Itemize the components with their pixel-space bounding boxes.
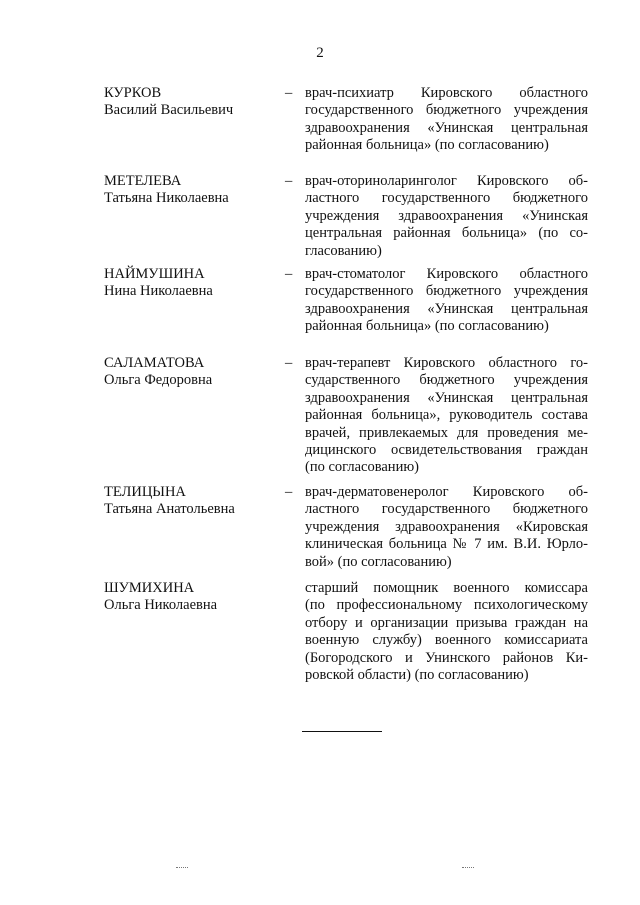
role-line: (по согласованию): [305, 459, 419, 476]
role-dash: –: [285, 266, 293, 282]
scan-artifact: [462, 867, 474, 868]
role-line: государственного бюджетного учреждения: [305, 283, 588, 300]
role-line: старший помощник военного комиссара: [305, 580, 588, 596]
role-line: вой» (по согласованию): [305, 553, 452, 570]
role-line: военную службу) военного комиссариата: [305, 632, 588, 649]
scan-artifact: [176, 867, 188, 868]
role-line: государственного бюджетного учреждения: [305, 102, 588, 119]
end-of-list-rule: [302, 731, 382, 732]
member-surname: МЕТЕЛЕВА: [104, 173, 182, 189]
role-line: учреждения здравоохранения «Унинская: [305, 207, 588, 224]
member-surname: НАЙМУШИНА: [104, 266, 205, 282]
role-line: районная больница» (по согласованию): [305, 318, 549, 335]
role-line: центральная районная больница» (по со-: [305, 225, 588, 242]
member-surname: ТЕЛИЦЫНА: [104, 484, 186, 500]
commission-member: [104, 266, 588, 336]
member-surname: КУРКОВ: [104, 85, 162, 101]
role-dash: –: [285, 173, 293, 189]
role-line: дицинского освидетельствования граждан: [305, 442, 588, 459]
member-given-names: Ольга Николаевна: [104, 597, 218, 614]
member-role: [305, 173, 588, 260]
role-dash: –: [285, 355, 293, 371]
role-line: районная больница», руководитель состава: [305, 407, 588, 424]
commission-member: [104, 484, 588, 571]
role-dash: –: [285, 484, 293, 500]
member-given-names: Татьяна Анатольевна: [104, 501, 235, 518]
role-line: врач-дерматовенеролог Кировского об-: [305, 484, 588, 500]
role-line: здравоохранения «Унинская центральная: [305, 119, 588, 136]
role-line: врачей, привлекаемых для проведения ме-: [305, 424, 588, 441]
member-role: [305, 266, 588, 336]
member-given-names: Ольга Федоровна: [104, 372, 213, 389]
role-line: (по профессиональному психологическому: [305, 597, 588, 614]
member-role: [305, 484, 588, 571]
role-dash: –: [285, 85, 293, 101]
member-role: [305, 580, 588, 684]
role-line: врач-психиатр Кировского областного: [305, 85, 588, 101]
commission-member: [104, 580, 588, 684]
commission-member: [104, 173, 588, 260]
member-surname: ШУМИХИНА: [104, 580, 195, 596]
role-line: здравоохранения «Унинская центральная: [305, 389, 588, 406]
role-line: врач-оториноларинголог Кировского об-: [305, 173, 588, 189]
member-given-names: Татьяна Николаевна: [104, 190, 229, 207]
role-line: (Богородского и Унинского районов Ки-: [305, 649, 588, 666]
role-line: врач-стоматолог Кировского областного: [305, 266, 588, 282]
member-given-names: Василий Васильевич: [104, 102, 234, 119]
page-number: 2: [316, 45, 324, 61]
role-line: ровской области) (по согласованию): [305, 667, 529, 684]
role-line: учреждения здравоохранения «Кировская: [305, 518, 588, 535]
member-given-names: Нина Николаевна: [104, 283, 213, 300]
role-line: районная больница» (по согласованию): [305, 137, 549, 154]
member-role: [305, 85, 588, 155]
role-line: ластного государственного бюджетного: [305, 501, 588, 518]
role-line: отбору и организации призыва граждан на: [305, 614, 588, 631]
role-line: здравоохранения «Унинская центральная: [305, 300, 588, 317]
role-line: сударственного бюджетного учреждения: [305, 372, 588, 389]
role-line: клиническая больница № 7 им. В.И. Юрло-: [305, 536, 588, 553]
role-line: врач-терапевт Кировского областного го-: [305, 355, 588, 371]
commission-member: [104, 355, 588, 477]
member-surname: САЛАМАТОВА: [104, 355, 205, 371]
role-line: ластного государственного бюджетного: [305, 190, 588, 207]
member-role: [305, 355, 588, 477]
commission-member: [104, 85, 588, 155]
role-line: гласованию): [305, 242, 382, 259]
